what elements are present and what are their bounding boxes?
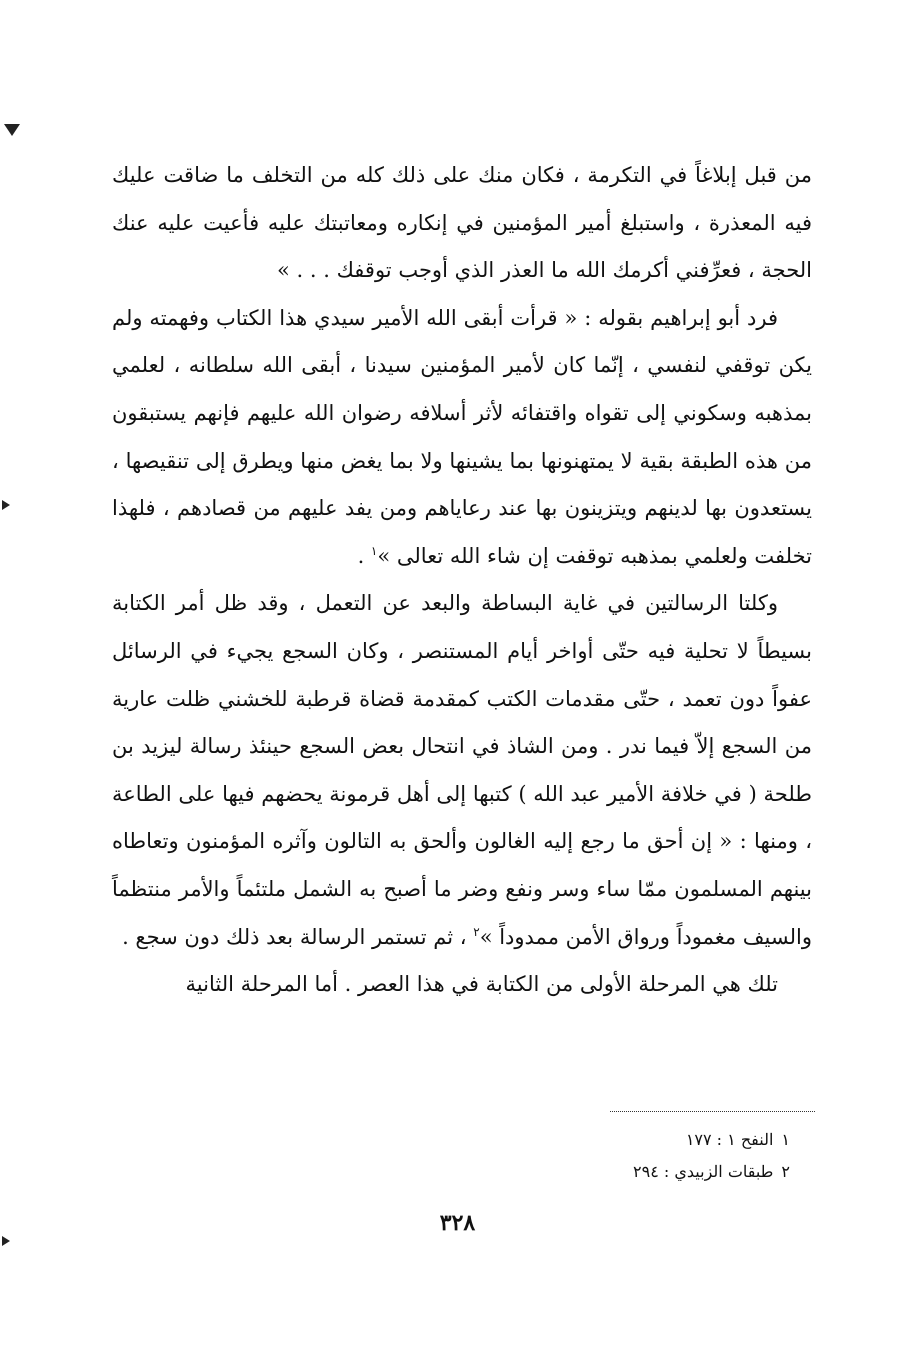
footnote-item — [500, 1156, 790, 1188]
page-number: ٣٢٨ — [439, 1210, 476, 1236]
footnote-number: ١ — [781, 1130, 790, 1149]
scan-margin-mark — [2, 500, 10, 510]
footnote-marker[interactable]: ٢ — [473, 924, 480, 939]
paragraph: من قبل إبلاغاً في التكرمة ، فكان منك على ذلك كله من التخلف ما ضاقت عليك فيه المعذرة ، واستبلغ أمير المؤمنين في إنكاره ومعاتبتك عليه فأعيت عليه عنك الحجة ، فعرِّفني أكرمك الله ما العذر الذي أوجب توقفك . . . » — [112, 163, 812, 283]
scan-margin-mark — [2, 1236, 10, 1246]
footnote-number: ٢ — [781, 1162, 790, 1181]
footnote-item — [500, 1124, 790, 1156]
footnotes — [500, 1124, 790, 1188]
paragraph: فرد أبو إبراهيم بقوله : « قرأت أبقى الله الأمير سيدي هذا الكتاب وفهمته ولم يكن توقفي لنفسي ، إنّما كان لأمير المؤمنين سيدنا ، أبقى الله سلطانه ، لعلمي بمذهبه وسكوني إلى تقواه واقتفائه لأثر أسلافه رضوان الله عليهم فإنهم يستبقون من هذه الطبقة بقية لا يمتهنونها بما يشينها ولا بما يغض منها ويطرق إلى تنقيصها ، يستعدون بها لدينهم ويتزينون بها عند رعاياهم ومن يفد عليهم من قصادهم ، فلهذا تخلفت ولعلمي بمذهبه توقفت إن شاء الله تعالى »$^١$ . — [112, 305, 812, 568]
scan-margin-mark — [4, 124, 20, 136]
paragraph: وكلتا الرسالتين في غاية البساطة والبعد عن التعمل ، وقد ظل أمر الكتابة بسيطاً لا تحلية فيه حتّى أواخر أيام المستنصر ، وكان السجع يجيء في الرسائل عفواً دون تعمد ، حتّى مقدمات الكتب كمقدمة قضاة قرطبة للخشني ظلت عارية من السجع إلاّ فيما ندر . ومن الشاذ في انتحال بعض السجع حينئذ رسالة ليزيد بن طلحة ( في خلافة الأمير عبد الله ) كتبها إلى أهل قرمونة يحضهم فيها على الطاعة ، ومنها : « إن أحق ما رجع إليه الغالون وألحق به التالون وآثره المؤمنون وتعاطاه بينهم المسلمون ممّا ساء وسر ونفع وضر ما أصبح به الشمل ملتئماً والأمر منتظماً والسيف مغموداً ورواق الأمن ممدوداً »$^٢$ ، ثم تستمر الرسالة بعد ذلك دون سجع . — [112, 591, 812, 949]
footnote-separator — [610, 1111, 815, 1112]
paragraph: تلك هي المرحلة الأولى من الكتابة في هذا العصر . أما المرحلة الثانية — [185, 972, 778, 997]
footnote-text: النفح ١ : ١٧٧ — [685, 1130, 774, 1149]
footnote-text: طبقات الزبيدي : ٢٩٤ — [633, 1162, 774, 1181]
footnote-marker[interactable]: ١ — [370, 543, 378, 558]
main-text — [112, 152, 812, 1009]
